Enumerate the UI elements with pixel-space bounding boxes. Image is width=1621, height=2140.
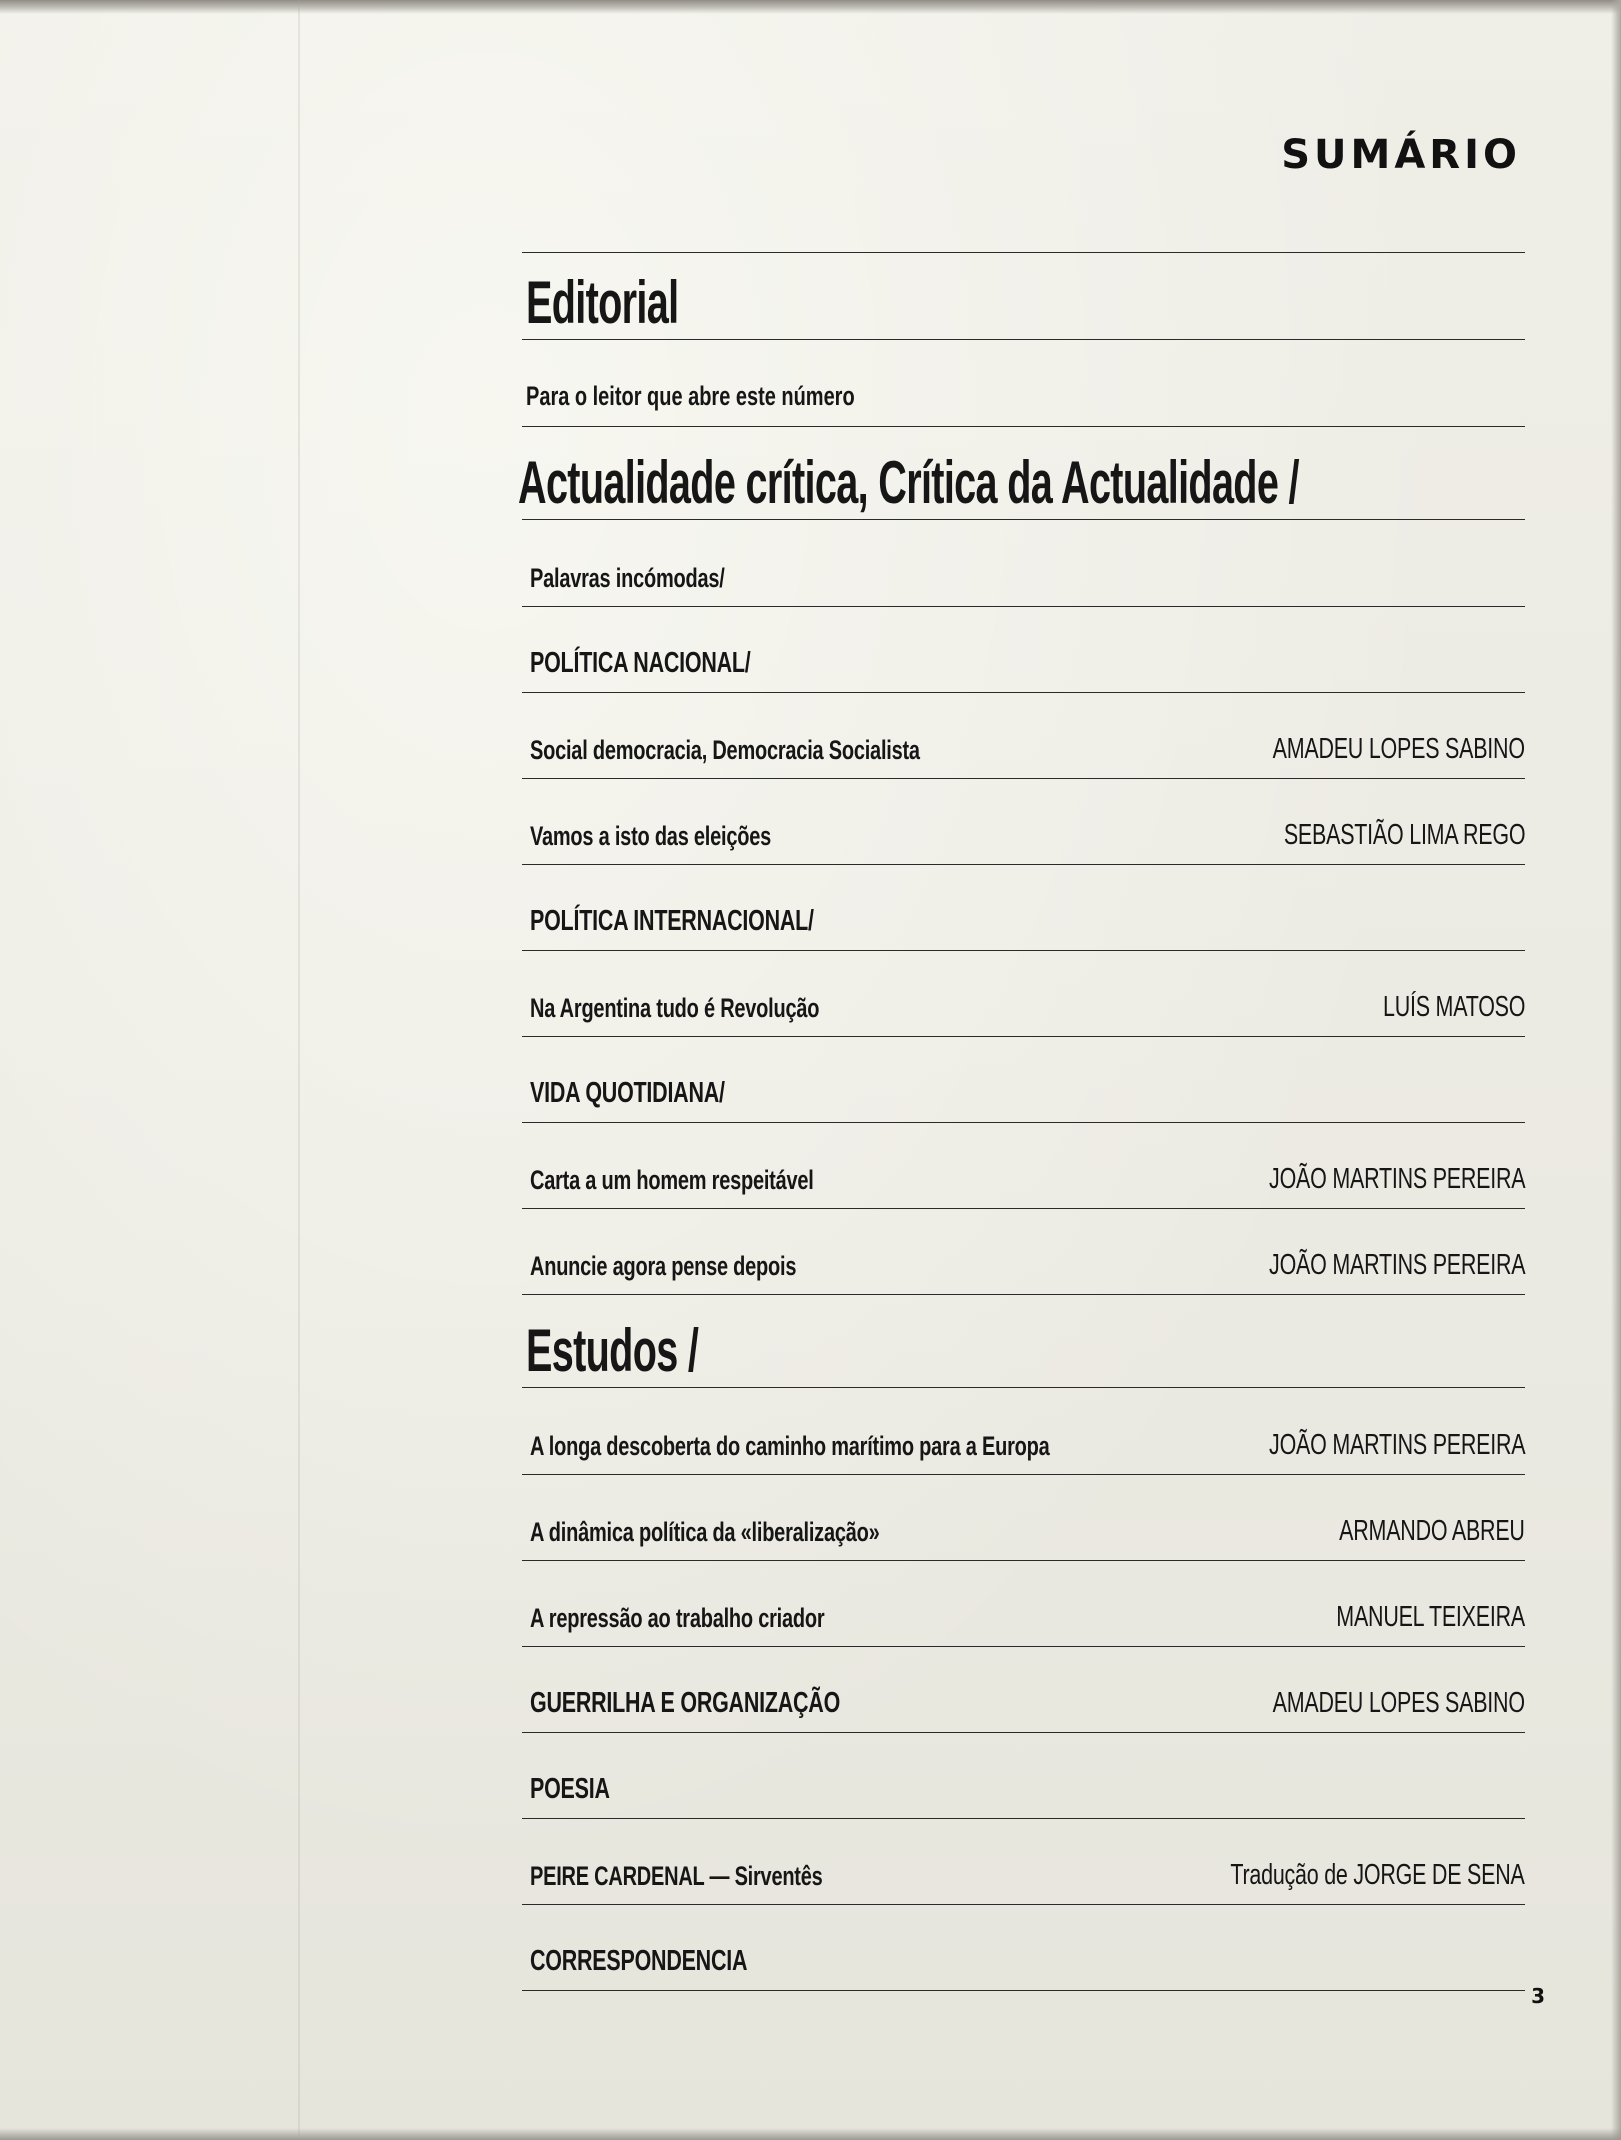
- section-title: Estudos /: [526, 1317, 699, 1384]
- toc-entry-title: Social democracia, Democracia Socialista: [530, 735, 920, 765]
- toc-entry-title: Palavras incómodas/: [530, 563, 725, 593]
- page-fold-shadow: [298, 0, 300, 2140]
- toc-entry-title: A longa descoberta do caminho marítimo para a Europa: [530, 1431, 1050, 1461]
- toc-entry-author: JOÃO MARTINS PEREIRA: [1268, 1429, 1525, 1461]
- toc-entry-title: PEIRE CARDENAL — Sirventês: [530, 1861, 823, 1891]
- toc-entry-title: Vamos a isto das eleições: [530, 821, 772, 851]
- toc-entry-author: JOÃO MARTINS PEREIRA: [1268, 1249, 1525, 1281]
- toc-entry-title: A dinâmica política da «liberalização»: [530, 1517, 880, 1547]
- section-title: Actualidade crítica, Crítica da Actualidade /: [518, 449, 1299, 516]
- toc-entry-title: POESIA: [530, 1773, 610, 1805]
- table-of-contents: [518, 252, 1525, 1991]
- toc-entry: [522, 1475, 1525, 1561]
- toc-entry-title: Na Argentina tudo é Revolução: [530, 993, 820, 1023]
- page-heading: SUMÁRIO: [1281, 132, 1521, 178]
- toc-entry: [522, 1647, 1525, 1733]
- toc-entry-title: CORRESPONDENCIA: [530, 1945, 748, 1977]
- toc-entry: [522, 520, 1525, 607]
- section-heading-actualidade: [518, 427, 1525, 520]
- toc-entry: [522, 607, 1525, 693]
- toc-entry: [522, 693, 1525, 779]
- toc-entry: [522, 865, 1525, 951]
- toc-entry-author: MANUEL TEIXEIRA: [1336, 1601, 1525, 1633]
- toc-entry: [522, 1819, 1525, 1905]
- toc-entry: [522, 1209, 1525, 1295]
- page-top-edge: [0, 0, 1621, 14]
- toc-entry: [522, 340, 1525, 427]
- toc-entry-title: POLÍTICA INTERNACIONAL/: [530, 905, 814, 937]
- toc-entry: [522, 1561, 1525, 1647]
- toc-entry-author: SEBASTIÃO LIMA REGO: [1283, 819, 1525, 851]
- section-heading-editorial: [522, 253, 1525, 340]
- toc-entry: [522, 1037, 1525, 1123]
- toc-entry-title: Anuncie agora pense depois: [530, 1251, 797, 1281]
- toc-entry-author: Tradução de JORGE DE SENA: [1230, 1859, 1525, 1891]
- toc-entry-title: GUERRILHA E ORGANIZAÇÃO: [530, 1687, 841, 1719]
- toc-entry: [522, 1388, 1525, 1475]
- page-number: 3: [1531, 1984, 1545, 2008]
- toc-entry-author: AMADEU LOPES SABINO: [1272, 733, 1525, 765]
- toc-entry: [522, 1733, 1525, 1819]
- page-right-edge: [1611, 0, 1621, 2140]
- toc-entry-author: JOÃO MARTINS PEREIRA: [1268, 1163, 1525, 1195]
- toc-entry-title: POLÍTICA NACIONAL/: [530, 647, 751, 679]
- toc-entry: [522, 1905, 1525, 1991]
- page-bottom-edge: [0, 2128, 1621, 2140]
- toc-entry-title: Para o leitor que abre este número: [526, 381, 855, 411]
- toc-entry-author: LUÍS MATOSO: [1382, 991, 1525, 1023]
- section-title: Editorial: [526, 269, 679, 336]
- toc-entry-title: VIDA QUOTIDIANA/: [530, 1077, 725, 1109]
- toc-entry: [522, 779, 1525, 865]
- toc-entry: [522, 951, 1525, 1037]
- toc-entry-title: A repressão ao trabalho criador: [530, 1603, 825, 1633]
- toc-entry-title: Carta a um homem respeitável: [530, 1165, 814, 1195]
- toc-entry-author: ARMANDO ABREU: [1339, 1515, 1525, 1547]
- toc-entry: [522, 1123, 1525, 1209]
- section-heading-estudos: [522, 1295, 1525, 1388]
- toc-entry-author: AMADEU LOPES SABINO: [1272, 1687, 1525, 1719]
